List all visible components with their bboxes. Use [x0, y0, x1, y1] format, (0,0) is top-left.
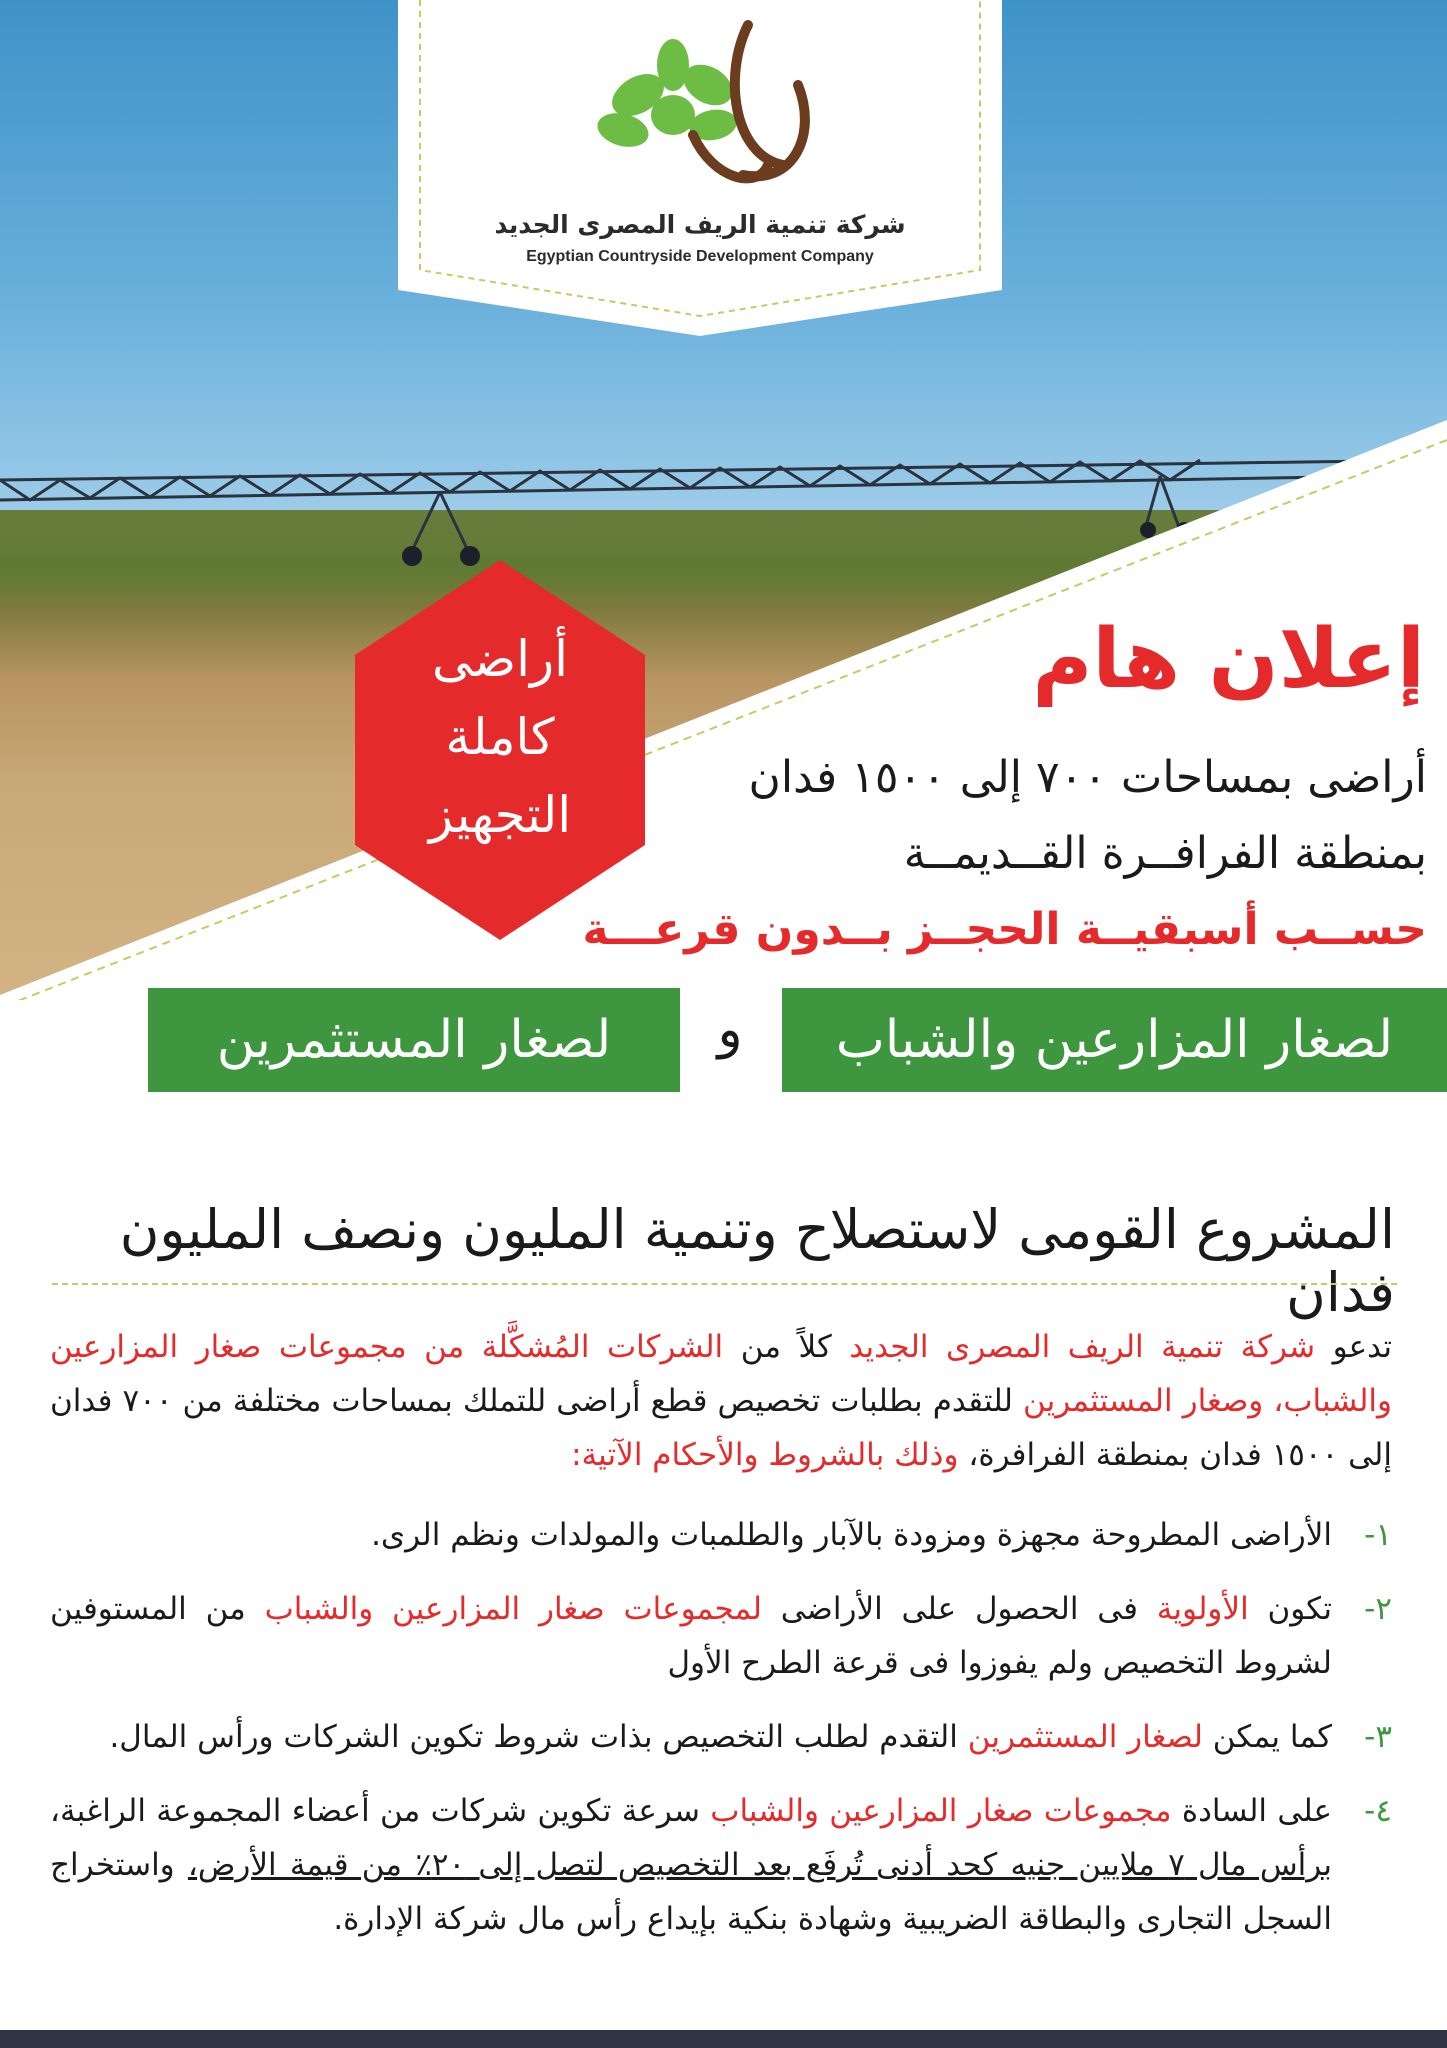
item-number: ٣- — [1364, 1719, 1392, 1755]
item-highlight: مجموعات صغار المزارعين والشباب — [710, 1793, 1172, 1829]
announcement-title: إعلان هام — [1032, 612, 1425, 707]
item-text-part: تكون — [1267, 1591, 1333, 1627]
badge-line-1: أراضى — [431, 630, 569, 688]
item-highlight: لمجموعات صغار المزارعين والشباب — [264, 1591, 762, 1627]
section-title: المشروع القومى لاستصلاح وتنمية المليون ونصف المليون فدان — [119, 1198, 1395, 1324]
item-text-part: على السادة — [1181, 1793, 1332, 1829]
item-text-part: من المستوفين لشروط التخصيص ولم يفوزوا فى قرعة الطرح الأول — [50, 1591, 1332, 1681]
item-text — [50, 1784, 1332, 1946]
item-number: ١- — [1364, 1517, 1392, 1553]
headline-line-1: أراضى بمساحات ٧٠٠ إلى ١٥٠٠ فدان — [748, 752, 1427, 803]
tree-leaves-icon — [583, 15, 823, 205]
intro-terms-lead: وذلك بالشروط والأحكام الآتية: — [571, 1437, 959, 1473]
section-divider — [52, 1283, 1397, 1285]
item-number: ٤- — [1364, 1793, 1392, 1829]
badge-line-3: التجهيز — [428, 786, 572, 844]
intro-company-name: شركة تنمية الريف المصرى الجديد — [849, 1329, 1316, 1365]
intro-paragraph — [50, 1320, 1392, 1482]
item-text — [50, 1582, 1332, 1690]
list-item — [50, 1710, 1392, 1764]
item-text-part: سرعة تكوين شركات من أعضاء المجموعة الراغبة، — [50, 1793, 700, 1829]
item-number: ٢- — [1364, 1591, 1392, 1627]
terms-list — [50, 1508, 1392, 1966]
list-item — [50, 1508, 1392, 1562]
company-name-english: Egyptian Countryside Development Company — [526, 248, 874, 265]
item-text-part: واستخراج السجل التجارى والبطاقة الضريبية وشهادة بنكية بإيداع رأس مال شركة الإدارة. — [50, 1847, 1332, 1937]
item-text — [50, 1710, 1332, 1764]
company-name-arabic: شركة تنمية الريف المصرى الجديد — [494, 210, 906, 239]
item-text-part: فى الحصول على الأراضى — [780, 1591, 1138, 1627]
headline-line-3: حســب أسبقيــة الحجــز بــدون قرعـــة — [582, 904, 1427, 955]
bottom-bar — [0, 2030, 1447, 2048]
logo-card — [398, 0, 1002, 290]
item-text — [50, 1508, 1332, 1562]
item-text-part: التقدم لطلب التخصيص بذات شروط تكوين الشركات ورأس المال. — [109, 1719, 958, 1755]
list-item — [50, 1784, 1392, 1946]
item-highlight: الأولوية — [1156, 1591, 1249, 1627]
list-item — [50, 1582, 1392, 1690]
target-small-farmers-bar: لصغار المزارعين والشباب — [782, 988, 1447, 1092]
item-highlight: لصغار المستثمرين — [967, 1719, 1203, 1755]
target-small-investors-bar: لصغار المستثمرين — [148, 988, 680, 1092]
item-text-part: الأراضى المطروحة مجهزة ومزودة بالآبار والطلمبات والمولدات ونظم الرى. — [371, 1517, 1332, 1553]
intro-text-3: للتقدم بطلبات تخصيص قطع أراضى للتملك بمساحات مختلفة من ٧٠٠ فدان إلى ١٥٠٠ فدان بمنطقة الفرافرة، — [50, 1383, 1392, 1473]
intro-text-2: كلاً من — [740, 1329, 832, 1365]
target-conjunction: و — [717, 1000, 743, 1060]
intro-eligible-parties: الشركات المُشكَّلة من مجموعات صغار المزارعين والشباب، وصغار المستثمرين — [50, 1329, 1392, 1419]
badge-text — [380, 620, 620, 854]
item-text-part: كما يمكن — [1212, 1719, 1332, 1755]
headline-line-2: بمنطقة الفرافــرة القــديمــة — [903, 828, 1427, 879]
item-underlined-capital: برأس مال ٧ ملايين جنيه كحد أدنى تُرفَع بعد التخصيص لتصل إلى ٢٠٪ من قيمة الأرض، — [187, 1847, 1333, 1883]
intro-text-1: تدعو — [1332, 1329, 1393, 1365]
badge-line-2: كاملة — [445, 708, 555, 766]
